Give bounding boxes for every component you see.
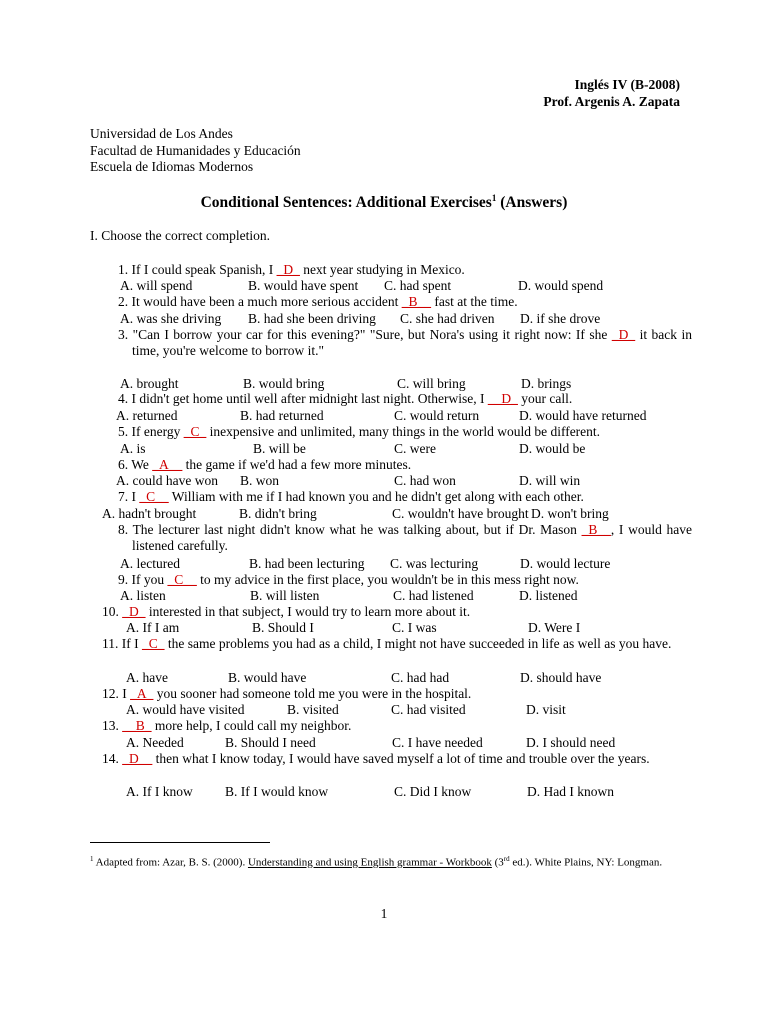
title-main: Conditional Sentences: Additional Exercises bbox=[200, 194, 492, 212]
answer-option: C. I was bbox=[392, 620, 437, 635]
question-stem-start: If energy bbox=[131, 424, 184, 439]
question-stem-end: , I would have listened carefully. bbox=[132, 522, 692, 553]
question-stem-end: the same problems you had as a child, I might not have succeeded in life as well as you have. bbox=[164, 636, 672, 651]
answer-option: D. Had I known bbox=[527, 784, 614, 799]
footnote-edition-sup: rd bbox=[503, 855, 510, 863]
answer-option: B. won bbox=[240, 473, 280, 488]
answer-option: A. If I know bbox=[126, 784, 193, 799]
question-stem-end: to my advice in the first place, you wouldn't be in this mess right now. bbox=[196, 572, 579, 587]
answer-blank: _C__ bbox=[139, 489, 169, 504]
footnote-edition-pre: (3 bbox=[491, 856, 504, 869]
answer-option: D. will win bbox=[519, 473, 581, 488]
answer-option: A. is bbox=[120, 441, 146, 456]
answer-option: D. brings bbox=[521, 376, 572, 391]
answer-option: B. had she been driving bbox=[248, 311, 376, 326]
question-number: 5. bbox=[118, 424, 132, 439]
title-footnote-mark: 1 bbox=[491, 193, 497, 203]
question-stem-end: interested in that subject, I would try to learn more about it. bbox=[145, 604, 471, 619]
answer-option: C. Did I know bbox=[394, 784, 472, 799]
answer-blank: _B__ bbox=[401, 294, 432, 309]
question-number: 9. bbox=[118, 572, 132, 587]
question-text bbox=[118, 391, 692, 407]
page-number: 1 bbox=[380, 906, 388, 921]
answer-option: C. had had bbox=[391, 670, 450, 685]
question-number: 11. bbox=[102, 636, 122, 651]
answer-option: C. she had driven bbox=[400, 311, 495, 326]
question-text bbox=[118, 489, 692, 505]
answer-option: C. were bbox=[394, 441, 436, 456]
answer-option: B. If I would know bbox=[225, 784, 329, 799]
answer-option: C. had visited bbox=[391, 702, 466, 717]
footnote-pre: Adapted from: Azar, B. S. (2000). bbox=[93, 856, 248, 869]
answer-option: A. was she driving bbox=[120, 311, 222, 326]
answer-blank: _A__ bbox=[152, 457, 183, 472]
answer-option: A. Needed bbox=[126, 735, 184, 750]
answer-option: B. didn't bring bbox=[239, 506, 317, 521]
answer-option: C. was lecturing bbox=[390, 556, 479, 571]
answer-option: D. won't bring bbox=[531, 506, 609, 521]
answer-blank: _C__ bbox=[167, 572, 197, 587]
answer-option: C. had won bbox=[394, 473, 456, 488]
question-number: 6. bbox=[118, 457, 132, 472]
footnote bbox=[90, 852, 686, 871]
question-number: 2. bbox=[118, 294, 132, 309]
question-stem-end: it back in time, you're welcome to borrow it." bbox=[132, 327, 693, 358]
course-name: Inglés IV (B-2008) bbox=[574, 77, 680, 92]
question-stem-start: If I could speak Spanish, I bbox=[131, 262, 277, 277]
answer-option: D. listened bbox=[519, 588, 578, 603]
question-text bbox=[118, 424, 692, 440]
question-text bbox=[102, 636, 700, 652]
question-text bbox=[118, 262, 692, 278]
answer-option: A. have bbox=[126, 670, 168, 685]
answer-blank: _B__ bbox=[581, 522, 611, 537]
answer-option: A. lectured bbox=[120, 556, 180, 571]
question-text bbox=[102, 604, 700, 620]
answer-option: A. could have won bbox=[116, 473, 218, 488]
question-stem-start: The lecturer last night didn't know what he was talking about, but if Dr. Mason bbox=[132, 522, 582, 537]
question-stem-start: I bbox=[131, 489, 140, 504]
answer-option: A. hadn't brought bbox=[102, 506, 197, 521]
answer-blank: _C_ bbox=[142, 636, 165, 651]
question-text bbox=[102, 718, 700, 734]
answer-option: C. would return bbox=[394, 408, 480, 423]
answer-blank: _D_ bbox=[122, 604, 146, 619]
question-text bbox=[102, 751, 700, 767]
school-name: Escuela de Idiomas Modernos bbox=[90, 159, 254, 174]
answer-option: D. would lecture bbox=[520, 556, 611, 571]
faculty-name: Facultad de Humanidades y Educación bbox=[90, 142, 301, 158]
answer-option: D. would spend bbox=[518, 278, 604, 293]
question-text bbox=[118, 457, 692, 473]
answer-option: C. will bring bbox=[397, 376, 466, 391]
university-name: Universidad de Los Andes bbox=[90, 126, 233, 141]
answer-option: B. Should I bbox=[252, 620, 314, 635]
question-number: 7. bbox=[118, 489, 132, 504]
question-number: 4. bbox=[118, 391, 132, 406]
answer-option: D. should have bbox=[520, 670, 602, 685]
answer-option: D. would be bbox=[519, 441, 586, 456]
answer-blank: __B_ bbox=[122, 718, 152, 733]
answer-option: C. wouldn't have brought bbox=[392, 506, 529, 521]
answer-option: A. will spend bbox=[120, 278, 193, 293]
answer-option: B. would bring bbox=[243, 376, 325, 391]
question-stem-start: If I bbox=[121, 636, 142, 651]
question-number: 10. bbox=[102, 604, 123, 619]
answer-blank: _D_ bbox=[276, 262, 300, 277]
question-text bbox=[118, 522, 692, 554]
question-stem-start: "Can I borrow your car for this evening?" "Sure, but Nora's using it right now: If she bbox=[132, 327, 612, 342]
answer-option: A. would have visited bbox=[126, 702, 245, 717]
question-stem-start: If you bbox=[131, 572, 168, 587]
answer-option: B. would have bbox=[228, 670, 307, 685]
answer-option: D. I should need bbox=[526, 735, 616, 750]
answer-option: C. had listened bbox=[393, 588, 474, 603]
question-stem-start: It would have been a much more serious accident bbox=[131, 294, 402, 309]
question-stem-start: I didn't get home until well after midnight last night. Otherwise, I bbox=[131, 391, 488, 406]
answer-option: D. visit bbox=[526, 702, 566, 717]
question-stem-end: William with me if I had known you and he didn't get along with each other. bbox=[168, 489, 584, 504]
question-number: 12. bbox=[102, 686, 123, 701]
answer-option: B. Should I need bbox=[225, 735, 316, 750]
title-suffix: (Answers) bbox=[496, 194, 568, 212]
answer-option: A. returned bbox=[116, 408, 178, 423]
question-text bbox=[118, 327, 692, 359]
answer-option: A. If I am bbox=[126, 620, 180, 635]
question-stem-start: We bbox=[131, 457, 153, 472]
question-number: 8. bbox=[118, 522, 133, 537]
answer-option: A. listen bbox=[120, 588, 166, 603]
question-stem-end: more help, I could call my neighbor. bbox=[151, 718, 352, 733]
question-stem-start: I bbox=[122, 686, 131, 701]
answer-option: B. had returned bbox=[240, 408, 324, 423]
page-title bbox=[0, 193, 768, 212]
answer-option: B. would have spent bbox=[248, 278, 359, 293]
footnote-post: ed.). White Plains, NY: Longman. bbox=[509, 856, 663, 869]
answer-option: D. Were I bbox=[528, 620, 581, 635]
institution-block bbox=[90, 126, 301, 176]
professor-name: Prof. Argenis A. Zapata bbox=[543, 94, 680, 109]
question-stem-end: fast at the time. bbox=[431, 294, 518, 309]
question-stem-end: the game if we'd had a few more minutes. bbox=[182, 457, 412, 472]
answer-blank: _C_ bbox=[183, 424, 207, 439]
course-header bbox=[543, 76, 680, 110]
answer-option: B. will be bbox=[253, 441, 306, 456]
answer-blank: __D_ bbox=[487, 391, 518, 406]
answer-option: D. would have returned bbox=[519, 408, 647, 423]
section-heading: I. Choose the correct completion. bbox=[90, 228, 270, 243]
question-stem-end: your call. bbox=[517, 391, 573, 406]
question-stem-end: inexpensive and unlimited, many things in the world would be different. bbox=[206, 424, 601, 439]
answer-option: B. visited bbox=[287, 702, 339, 717]
answer-option: B. will listen bbox=[250, 588, 320, 603]
footnote-book-title: Understanding and using English grammar - Workbook bbox=[247, 856, 492, 869]
question-text bbox=[118, 294, 692, 310]
question-stem-end: you sooner had someone told me you were in the hospital. bbox=[153, 686, 472, 701]
answer-blank: _D_ bbox=[611, 327, 636, 342]
answer-option: C. I have needed bbox=[392, 735, 483, 750]
question-stem-end: next year studying in Mexico. bbox=[299, 262, 465, 277]
question-number: 14. bbox=[102, 751, 123, 766]
question-number: 13. bbox=[102, 718, 123, 733]
question-text bbox=[102, 686, 700, 702]
answer-option: D. if she drove bbox=[520, 311, 601, 326]
footnote-mark: 1 bbox=[90, 855, 94, 863]
answer-option: A. brought bbox=[120, 376, 179, 391]
answer-blank: _D__ bbox=[122, 751, 153, 766]
question-number: 3. bbox=[118, 327, 133, 342]
footnote-divider bbox=[90, 842, 270, 843]
answer-blank: _A_ bbox=[130, 686, 154, 701]
question-number: 1. bbox=[118, 262, 132, 277]
question-stem-end: then what I know today, I would have saved myself a lot of time and trouble over the years. bbox=[152, 751, 650, 766]
answer-option: B. had been lecturing bbox=[249, 556, 365, 571]
answer-option: C. had spent bbox=[384, 278, 452, 293]
question-text bbox=[118, 572, 692, 588]
